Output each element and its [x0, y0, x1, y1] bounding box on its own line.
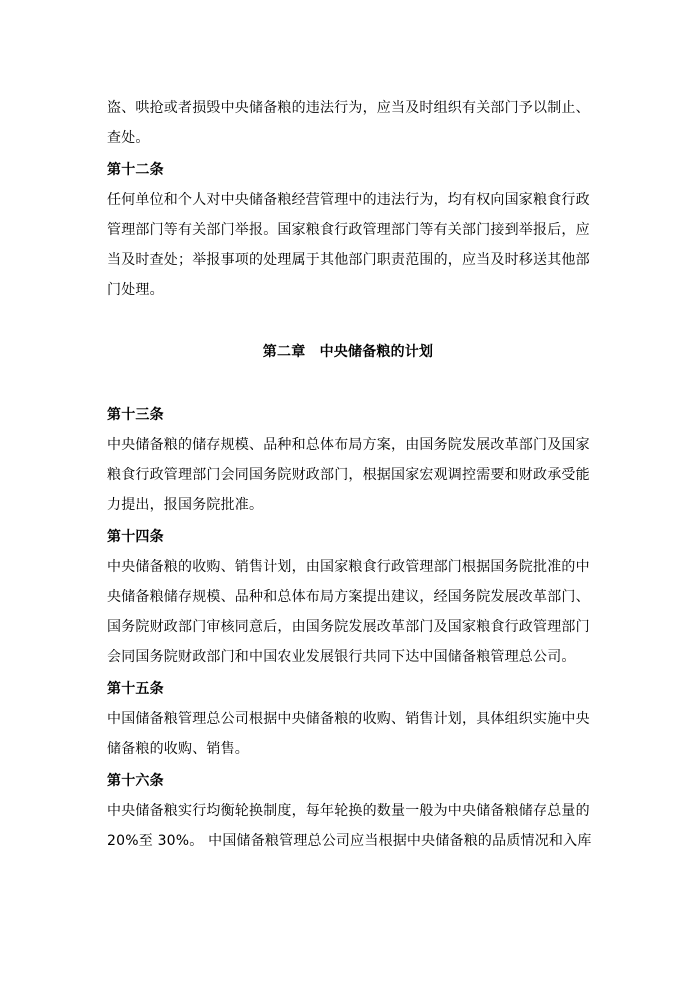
- article-heading: 第十二条: [107, 162, 164, 178]
- chapter-title: 第二章 中央储备粮的计划: [262, 344, 434, 360]
- article-heading: 第十三条: [107, 407, 164, 423]
- article-heading: 第十五条: [107, 681, 164, 697]
- paragraph-line: 任何单位和个人对中央储备粮经营管理中的违法行为，均有权向国家粮食行政: [107, 192, 590, 208]
- article-14: [107, 522, 589, 672]
- document-body: [107, 93, 592, 856]
- paragraph-line: 中央储备粮实行均衡轮换制度，每年轮换的数量一般为中央储备粮储存总量的: [107, 803, 590, 819]
- continuation-paragraph: [107, 93, 589, 153]
- article-paragraph: [107, 552, 589, 672]
- paragraph-line: 粮食行政管理部门会同国务院财政部门，根据国家宏观调控需要和财政承受能: [107, 467, 590, 483]
- paragraph-line: 力提出，报国务院批准。: [107, 497, 264, 513]
- paragraph-line: 当及时查处；举报事项的处理属于其他部门职责范围的，应当及时移送其他部: [107, 252, 590, 268]
- paragraph-line: 央储备粮储存规模、品种和总体布局方案提出建议，经国务院发展改革部门、: [107, 589, 590, 605]
- paragraph-line: 会同国务院财政部门和中国农业发展银行共同下达中国储备粮管理总公司。: [107, 649, 576, 665]
- paragraph-line: 盗、哄抢或者损毁中央储备粮的违法行为，应当及时组织有关部门予以制止、: [107, 100, 590, 116]
- paragraph-line: 国务院财政部门审核同意后，由国务院发展改革部门及国家粮食行政管理部门: [107, 619, 590, 635]
- article-12: [107, 155, 589, 305]
- article-paragraph: [107, 796, 592, 856]
- paragraph-line: 储备粮的收购、销售。: [107, 741, 249, 757]
- paragraph-line: 管理部门等有关部门举报。国家粮食行政管理部门等有关部门接到举报后，应: [107, 222, 590, 238]
- article-15: [107, 674, 589, 764]
- article-paragraph: [107, 704, 589, 764]
- paragraph-line: 20%至 30%。 中国储备粮管理总公司应当根据中央储备粮的品质情况和入库: [107, 833, 592, 849]
- article-heading: 第十六条: [107, 773, 164, 789]
- paragraph-line: 查处。: [107, 130, 150, 146]
- article-heading: 第十四条: [107, 529, 164, 545]
- paragraph-line: 中央储备粮的收购、销售计划，由国家粮食行政管理部门根据国务院批准的中: [107, 559, 590, 575]
- article-paragraph: [107, 430, 589, 520]
- article-paragraph: [107, 185, 589, 305]
- paragraph-line: 中央储备粮的储存规模、品种和总体布局方案，由国务院发展改革部门及国家: [107, 437, 590, 453]
- article-16: [107, 766, 592, 856]
- paragraph-line: 中国储备粮管理总公司根据中央储备粮的收购、销售计划，具体组织实施中央: [107, 711, 590, 727]
- article-13: [107, 400, 589, 520]
- paragraph-line: 门处理。: [107, 282, 164, 298]
